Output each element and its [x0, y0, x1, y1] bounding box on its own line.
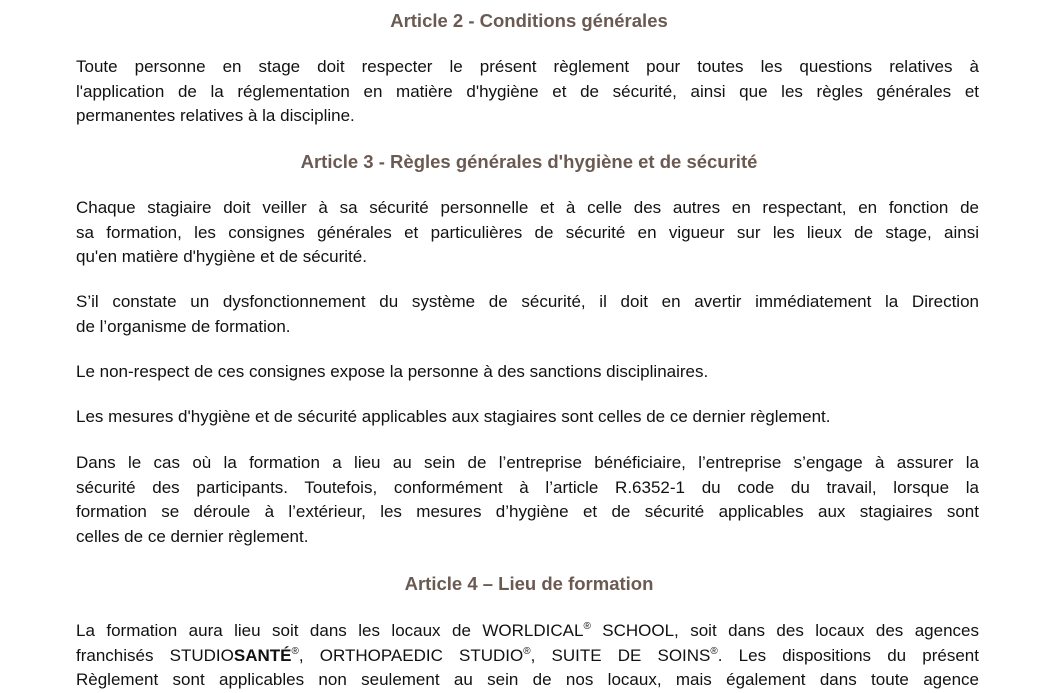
text-line: de l’organisme de formation. — [76, 316, 291, 336]
text-fragment: . Les dispositions du présent — [717, 645, 979, 665]
text-line: Les mesures d'hygiène et de sécurité applicables aux stagiaires sont celles de ce dernier règlement. — [76, 407, 831, 426]
text-line: sa formation, les consignes générales et particulières de sécurité en vigueur sur les lieux de stage, ainsi — [76, 222, 979, 242]
article-2-paragraph-1 — [76, 55, 979, 129]
registered-mark: ® — [291, 645, 299, 657]
article-4-heading: Article 4 – Lieu de formation — [404, 573, 654, 594]
registered-mark: ® — [523, 645, 531, 657]
article-4-paragraph-1 — [76, 619, 979, 693]
registered-mark: ® — [583, 621, 591, 632]
text-line: sécurité des participants. Toutefois, conformément à l’article R.6352-1 du code du travail, lorsque la — [76, 477, 979, 497]
text-fragment: , SUITE DE SOINS — [530, 645, 711, 665]
text-line: l'application de la réglementation en matière d'hygiène et de sécurité, ainsi que les règles générales et — [76, 81, 979, 101]
text-line: permanentes relatives à la discipline. — [76, 106, 355, 125]
brand-name-sante: SANTÉ — [233, 645, 292, 665]
text-line — [76, 619, 979, 644]
text-fragment: franchisés STUDIO — [76, 645, 234, 665]
article-3-paragraph-1 — [76, 196, 979, 270]
text-line: Toute personne en stage doit respecter le présent règlement pour toutes les questions relatives à — [76, 57, 979, 76]
text-fragment: La formation aura lieu soit dans les locaux de WORLDICAL — [76, 621, 584, 640]
text-line: Le non-respect de ces consignes expose la personne à des sanctions disciplinaires. — [76, 362, 709, 381]
text-fragment: SCHOOL, soit dans des locaux des agences — [590, 621, 979, 640]
text-line — [76, 644, 979, 669]
article-3-paragraph-5 — [76, 451, 979, 549]
text-line: Chaque stagiaire doit veiller à sa sécurité personnelle et à celle des autres en respectant, en fonction de — [76, 198, 979, 217]
article-2-heading: Article 2 - Conditions générales — [390, 10, 668, 31]
text-line: S’il constate un dysfonctionnement du système de sécurité, il doit en avertir immédiatement la Direction — [76, 292, 979, 311]
text-line: Dans le cas où la formation a lieu au sein de l’entreprise bénéficiaire, l’entreprise s’engage à assurer la — [76, 453, 979, 472]
text-line: formation se déroule à l’extérieur, les mesures d’hygiène et de sécurité applicables aux stagiaires sont — [76, 502, 979, 521]
article-3-paragraph-3 — [76, 360, 979, 385]
article-3-heading: Article 3 - Règles générales d'hygiène et de sécurité — [300, 151, 758, 172]
article-3-paragraph-4 — [76, 405, 979, 430]
text-fragment: , ORTHOPAEDIC STUDIO — [298, 645, 524, 665]
article-3-paragraph-2 — [76, 290, 979, 339]
text-line: Règlement sont applicables non seulement au sein de nos locaux, mais également dans toute agence — [76, 670, 979, 689]
registered-mark: ® — [710, 645, 718, 657]
text-line: celles de ce dernier règlement. — [76, 526, 309, 546]
text-line: qu'en matière d'hygiène et de sécurité. — [76, 247, 367, 266]
